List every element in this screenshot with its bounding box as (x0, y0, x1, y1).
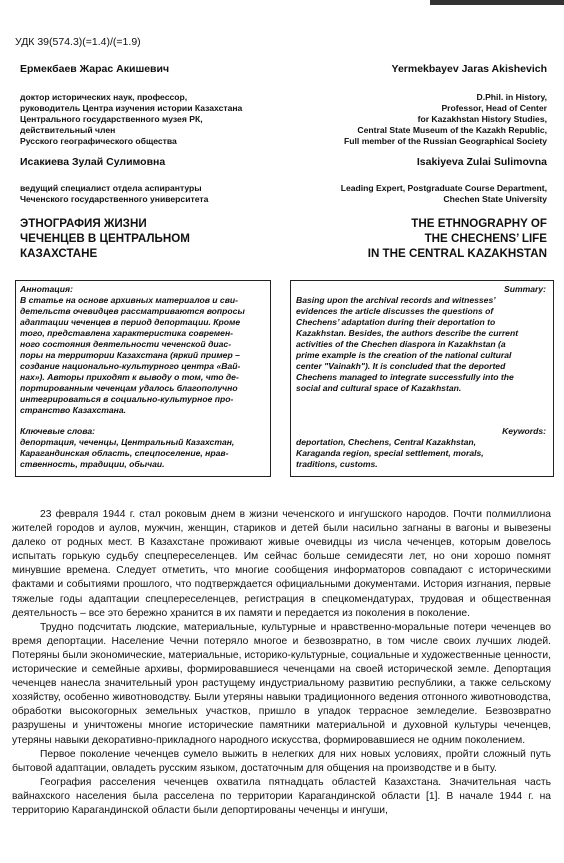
keywords-ru-label: Ключевые слова: (20, 426, 95, 436)
bio-line: Чеченского государственного университета (20, 194, 209, 204)
bio-line: Русского географического общества (20, 136, 177, 146)
abstract-en (296, 284, 546, 394)
bio-line: D.Phil. in History, (476, 92, 547, 102)
header-tab (430, 0, 564, 5)
abstract-line: Kazakhstan. Besides, the authors describe the current (296, 328, 519, 338)
abstract-line: prime example is the creation of the national cultural (296, 350, 512, 360)
abstract-line: Basing upon the archival records and witnesses’ (296, 295, 496, 305)
title-line: IN THE CENTRAL KAZAKHSTAN (367, 247, 547, 260)
body-paragraph: География расселения чеченцев охватила пятнадцать областей Казахстана. Значительная часть вайнахского населения была расселена по территории Карагандинской области [1]. В начале 1944 г. на территорию Карагандинской области были депортированы чеченцы и ингуши, (12, 776, 551, 816)
title-line: ЧЕЧЕНЦЕВ В ЦЕНТРАЛЬНОМ (20, 232, 190, 245)
keywords-line: traditions, customs. (296, 459, 378, 469)
abstract-line: center "Vainakh"). It is concluded that the deported (296, 361, 506, 371)
body-paragraph: Трудно подсчитать людские, материальные, культурные и нравственно-моральные потери чеченцев во время депортации. Население Чечни потеряло многое и безвозвратно, в том числе своих лучших людей. Потеряны были экономические, материальные, историко-культурные, социальные и художественные ценности, исторические и семейные архивы, формировавшиеся чеченцами на своей исторической земле. Депортация чеченцев нанесла значительный урон растущему индустриальному развитию республики, а также сельскому хозяйству, особенно животноводству. Были утеряны навыки традиционного ведения отгонного животноводства, обработки высокогорных земельных участков, пришло в упадок террасное земледелие. Безвозвратно разрушены и уничтожены многие исторические памятники материальной и духовной культуры чеченцев, утеряны навыки декоративно-прикладного народного искусства, формировавшиеся не одним поколением. (12, 621, 551, 746)
author2-bio-en (295, 183, 547, 205)
abstract-line: адаптации чеченцев в период депортации. Кроме (20, 317, 241, 327)
keywords-ru (20, 426, 268, 470)
title-line: THE CHECHENS’ LIFE (424, 232, 547, 245)
keywords-en-label: Keywords: (502, 426, 546, 436)
abstract-line: Chechens’ adaptation during their deportation to (296, 317, 496, 327)
author1-bio-en (295, 92, 547, 147)
abstract-ru-label: Аннотация: (20, 284, 73, 294)
abstract-line: В статье на основе архивных материалов и сви- (20, 295, 239, 305)
abstract-line: ного состояния деятельности чеченской диас- (20, 339, 232, 349)
bio-line: for Kazakhstan History Studies, (417, 114, 547, 124)
bio-line: Central State Museum of the Kazakh Republic, (357, 125, 547, 135)
udk-code: УДК 39(574.3)(=1.4)/(=1.9) (15, 36, 141, 48)
author2-bio-ru (20, 183, 275, 205)
abstract-en-label: Summary: (503, 284, 546, 294)
abstract-line: поры на территории Казахстана (яркий пример – (20, 350, 240, 360)
bio-line: Full member of the Russian Geographical Society (344, 136, 547, 146)
abstract-line: social and cultural space of Kazakhstan. (296, 383, 462, 393)
bio-line: ведущий специалист отдела аспирантуры (20, 183, 202, 193)
bio-line: Центрального государственного музея РК, (20, 114, 203, 124)
bio-line: Professor, Head of Center (441, 103, 547, 113)
keywords-line: Карагандинская область, спецпоселение, нрав- (20, 448, 229, 458)
bio-line: Leading Expert, Postgraduate Course Department, (340, 183, 547, 193)
bio-line: доктор исторических наук, профессор, (20, 92, 188, 102)
title-line: THE ETHNOGRAPHY OF (411, 217, 547, 230)
keywords-line: deportation, Chechens, Central Kazakhstan, (296, 437, 477, 447)
abstract-line: портированным чеченцам удалось благополучно (20, 383, 238, 393)
bio-line: действительный член (20, 125, 116, 135)
article-title-ru (20, 216, 275, 261)
abstract-line: evidences the article discusses the questions of (296, 306, 494, 316)
abstract-line: нах»). Авторы приходят к выводу о том, что де- (20, 372, 239, 382)
top-header-strip (0, 0, 564, 6)
author2-name-ru: Исакиева Зулай Сулимовна (20, 156, 166, 168)
body-paragraph: 23 февраля 1944 г. стал роковым днем в жизни чеченского и ингушского народов. Почти полмиллиона жителей городов и аулов, мужчин, женщин, стариков и детей были насильно загнаны в вагоны и вывезены далеко от родных мест. В Казахстане проживают живые очевидцы из числа чеченцев, которым довелось испытать горькую судьбу спецпереселенцев. Им сейчас больше семидесяти лет, но они хорошо помнят минувшие времена. Следует отметить, что многие сообщения информаторов совпадают с историческими фактами и событиями прошлого, что подтверждается официальными документами. История изгнания, первые тяжелые годы адаптации спецпереселенцев, регистрация в спецкомендатурах, трудовая и общественная деятельность – все это бережно хранится в их памяти и передается из поколения в поколение. (12, 509, 551, 619)
abstract-ru (20, 284, 268, 416)
abstract-line: создание национально-культурного центра «Вай- (20, 361, 241, 371)
author1-bio-ru (20, 92, 275, 147)
abstract-line: интегрироваться в социально-культурное про- (20, 394, 234, 404)
abstract-line: странство Казахстана. (20, 405, 127, 415)
keywords-line: депортация, чеченцы, Центральный Казахстан, (20, 437, 235, 447)
bio-line: Chechen State University (443, 194, 547, 204)
author1-name-en: Yermekbayev Jaras Akishevich (391, 63, 547, 75)
article-body (12, 508, 551, 818)
author2-name-en: Isakiyeva Zulai Sulimovna (416, 156, 547, 168)
abstract-line: того, представлена характеристика современ- (20, 328, 234, 338)
author1-name-ru: Ермекбаев Жарас Акишевич (20, 63, 170, 75)
bio-line: руководитель Центра изучения истории Казахстана (20, 103, 243, 113)
keywords-en (296, 426, 546, 470)
body-paragraph: Первое поколение чеченцев сумело выжить в нелегких для них новых условиях, пройти сложный путь бытовой адаптации, овладеть русским языком, достаточным для общения на производстве и в быту. (12, 748, 551, 774)
keywords-line: Karaganda region, special settlement, morals, (296, 448, 484, 458)
abstract-line: детельств очевидцев рассматриваются вопросы (20, 306, 245, 316)
keywords-line: ственность, традиции, обычаи. (20, 459, 165, 469)
abstract-line: Chechens managed to integrate successfully into the (296, 372, 514, 382)
title-line: ЭТНОГРАФИЯ ЖИЗНИ (20, 217, 147, 230)
abstract-line: activities of the Chechen diaspora in Kazakhstan (a (296, 339, 506, 349)
article-title-en (295, 216, 547, 261)
title-line: КАЗАХСТАНЕ (20, 247, 98, 260)
